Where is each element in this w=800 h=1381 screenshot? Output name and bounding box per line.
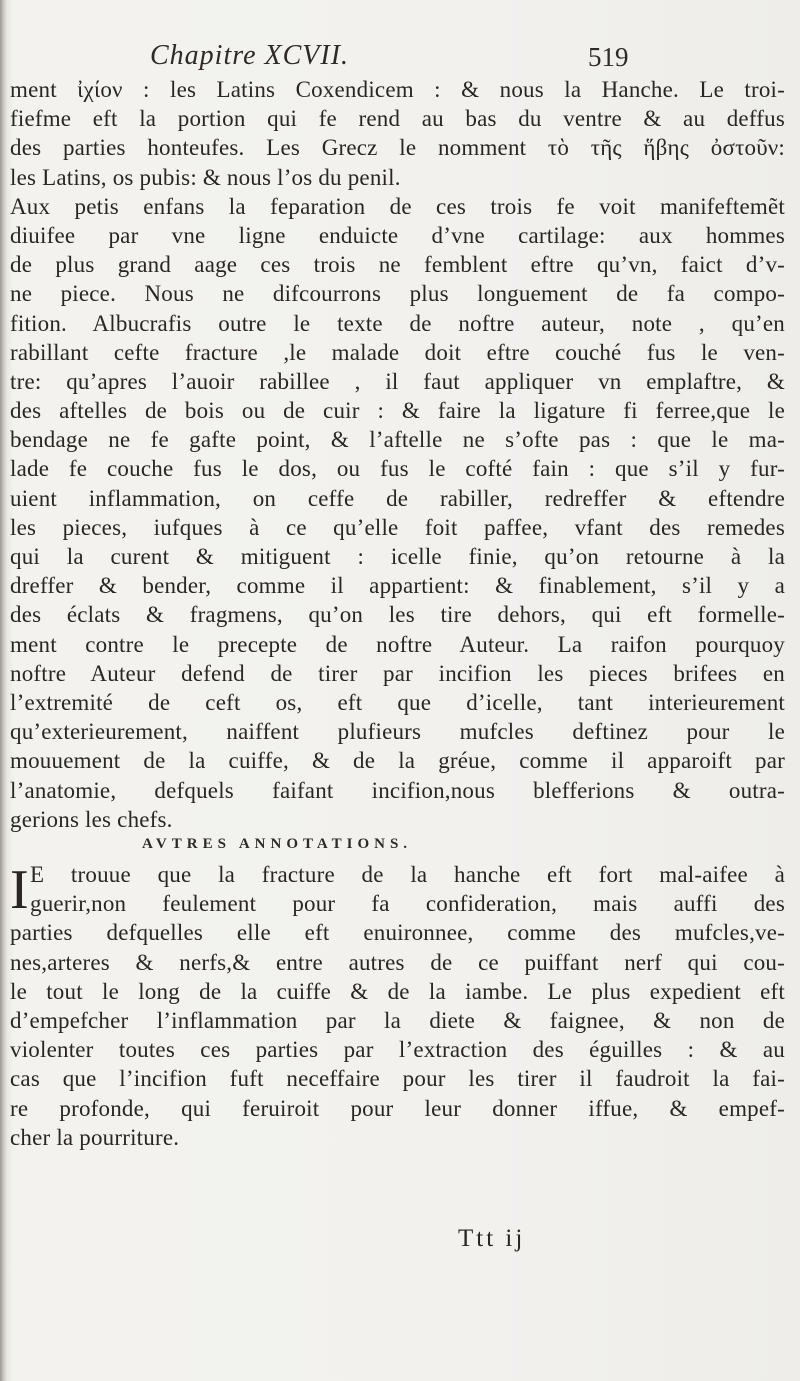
page-number: 519 — [588, 42, 629, 72]
text-line: de plus grand aage ces trois ne femblent eftre qu’vn, faict d’v- — [10, 252, 785, 278]
text-line: guerir,non feulement pour fa confideration, mais auffi des — [30, 891, 785, 917]
drop-cap: I — [10, 859, 29, 921]
text-line: fition. Albucrafis outre le texte de noftre auteur, note , qu’en — [10, 310, 785, 336]
text-line: mouuement de la cuiffe, & de la gréue, comme il apparoift par — [10, 748, 785, 774]
text-line: ment contre le precepte de noftre Auteur. La raifon pourquoy — [10, 631, 785, 657]
text-line: qui la curent & mitiguent : icelle finie, qu’on retourne à la — [10, 544, 785, 569]
section-heading: AVTRES ANNOTATIONS. — [142, 836, 413, 852]
text-line: l’extremité de ceft os, eft que d’icelle, tant interieurement — [10, 689, 785, 715]
text-line: cher la pourriture. — [10, 1124, 180, 1150]
text-line: des parties honteufes. Les Grecz le nomment τὸ τῆς ἥβης ὀστοῦν: — [10, 135, 785, 161]
text-line: tre: qu’apres l’auoir rabillee , il faut appliquer vn emplaftre, & — [10, 368, 785, 394]
text-line: uient inflammation, on ceffe de rabiller, redreffer & eftendre — [10, 485, 785, 511]
text-line: cas que l’incifion fuft neceffaire pour les tirer il faudroit la fai- — [10, 1066, 785, 1092]
text-line: rabillant cefte fracture ,le malade doit eftre couché fus le ven- — [10, 339, 785, 365]
text-line: ment ἰχίον : les Latins Coxendicem : & nous la Hanche. Le troi- — [10, 77, 785, 102]
text-line: noftre Auteur defend de tirer par incifion les pieces brifees en — [10, 660, 785, 686]
paragraph-1 — [10, 75, 785, 834]
text-line: nes,arteres & nerfs,& entre autres de ce puiffant nerf qui cou- — [10, 949, 785, 975]
catchword-signature: Ttt ij — [458, 1225, 526, 1252]
text-line: le tout le long de la cuiffe & de la iambe. Le plus expedient eft — [10, 978, 785, 1004]
text-line: des éclats & fragmens, qu’on les tire dehors, qui eft formelle- — [10, 602, 785, 628]
text-line: parties defquelles elle eft enuironnee, comme des mufcles,ve- — [10, 920, 785, 946]
chapter-title: Chapitre XCVII. — [150, 40, 350, 71]
text-line: bendage ne fe gafte point, & l’aftelle ne s’ofte pas : que le ma- — [10, 427, 785, 453]
text-line: fiefme eft la portion qui fe rend au bas du ventre & au deffus — [10, 106, 785, 132]
text-line: les pieces, iufques à ce qu’elle foit paffee, vfant des remedes — [10, 514, 785, 540]
paragraph-2 — [10, 860, 785, 1152]
text-line: les Latins, os pubis: & nous l’os du penil. — [10, 164, 401, 190]
text-line: ne piece. Nous ne difcourrons plus longuement de fa compo- — [10, 281, 785, 307]
text-line: qu’exterieurement, naiffent plufieurs mufcles deftinez pour le — [10, 719, 785, 745]
text-line: Aux petis enfans la feparation de ces trois fe voit manifeftemẽt — [10, 193, 785, 219]
text-line: gerions les chefs. — [10, 806, 173, 832]
gutter-shadow — [0, 0, 7, 1381]
text-line: lade fe couche fus le dos, ou fus le cofté fain : que s’il y fur- — [10, 456, 785, 482]
text-line: violenter toutes ces parties par l’extraction des éguilles : & au — [10, 1037, 785, 1063]
text-line: des aftelles de bois ou de cuir : & faire la ligature fi ferree,que le — [10, 398, 785, 424]
text-line: l’anatomie, defquels faifant incifion,nous blefferions & outra- — [10, 777, 785, 803]
running-head — [10, 40, 785, 80]
text-line: diuifee par vne ligne enduicte d’vne cartilage: aux hommes — [10, 222, 785, 248]
text-line: E trouue que la fracture de la hanche eft fort mal-aifee à — [30, 862, 785, 887]
text-line: re profonde, qui feruiroit pour leur donner iffue, & empef- — [10, 1095, 785, 1121]
text-line: d’empefcher l’inflammation par la diete & faignee, & non de — [10, 1007, 785, 1033]
text-line: dreffer & bender, comme il appartient: & finablement, s’il y a — [10, 573, 785, 599]
